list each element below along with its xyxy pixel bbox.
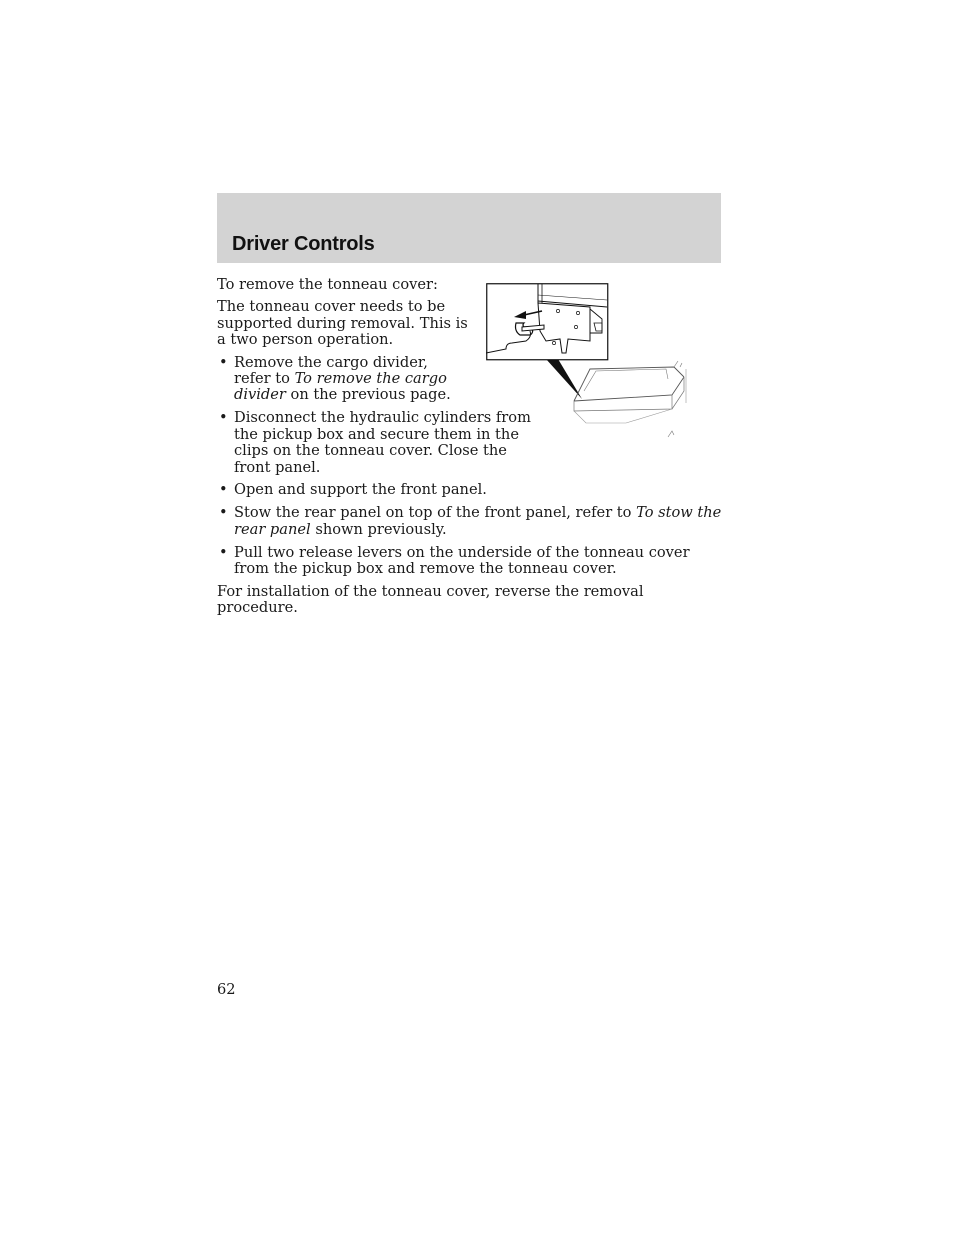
closing-text: For installation of the tonneau cover, reverse the removal procedure. — [217, 583, 644, 617]
list-item: • Disconnect the hydraulic cylinders from the pickup box and secure them in the clips on the tonneau cover. Close the front panel. — [217, 410, 534, 476]
section-header-band — [217, 193, 721, 263]
list-item: • Pull two release levers on the underside of the tonneau cover from the pickup box and remove the tonneau cover. — [217, 545, 723, 578]
support-note: The tonneau cover needs to be supported during removal. This is a two person operation. — [217, 298, 468, 349]
tonneau-cover-illustration — [486, 283, 692, 441]
cross-reference: To stow the rear panel — [234, 504, 722, 538]
page-number: 62 — [217, 981, 236, 998]
list-item: • Remove the cargo divider, refer to To remove the cargo divider on the previous page. — [217, 355, 464, 404]
list-item: • Open and support the front panel. — [217, 482, 723, 498]
list-item: • Stow the rear panel on top of the front panel, refer to To stow the rear panel shown previously. — [217, 505, 723, 538]
cross-reference: To remove the cargo divider — [234, 370, 447, 404]
intro-text: To remove the tonneau cover: — [217, 276, 438, 293]
section-title: Driver Controls — [232, 233, 375, 255]
